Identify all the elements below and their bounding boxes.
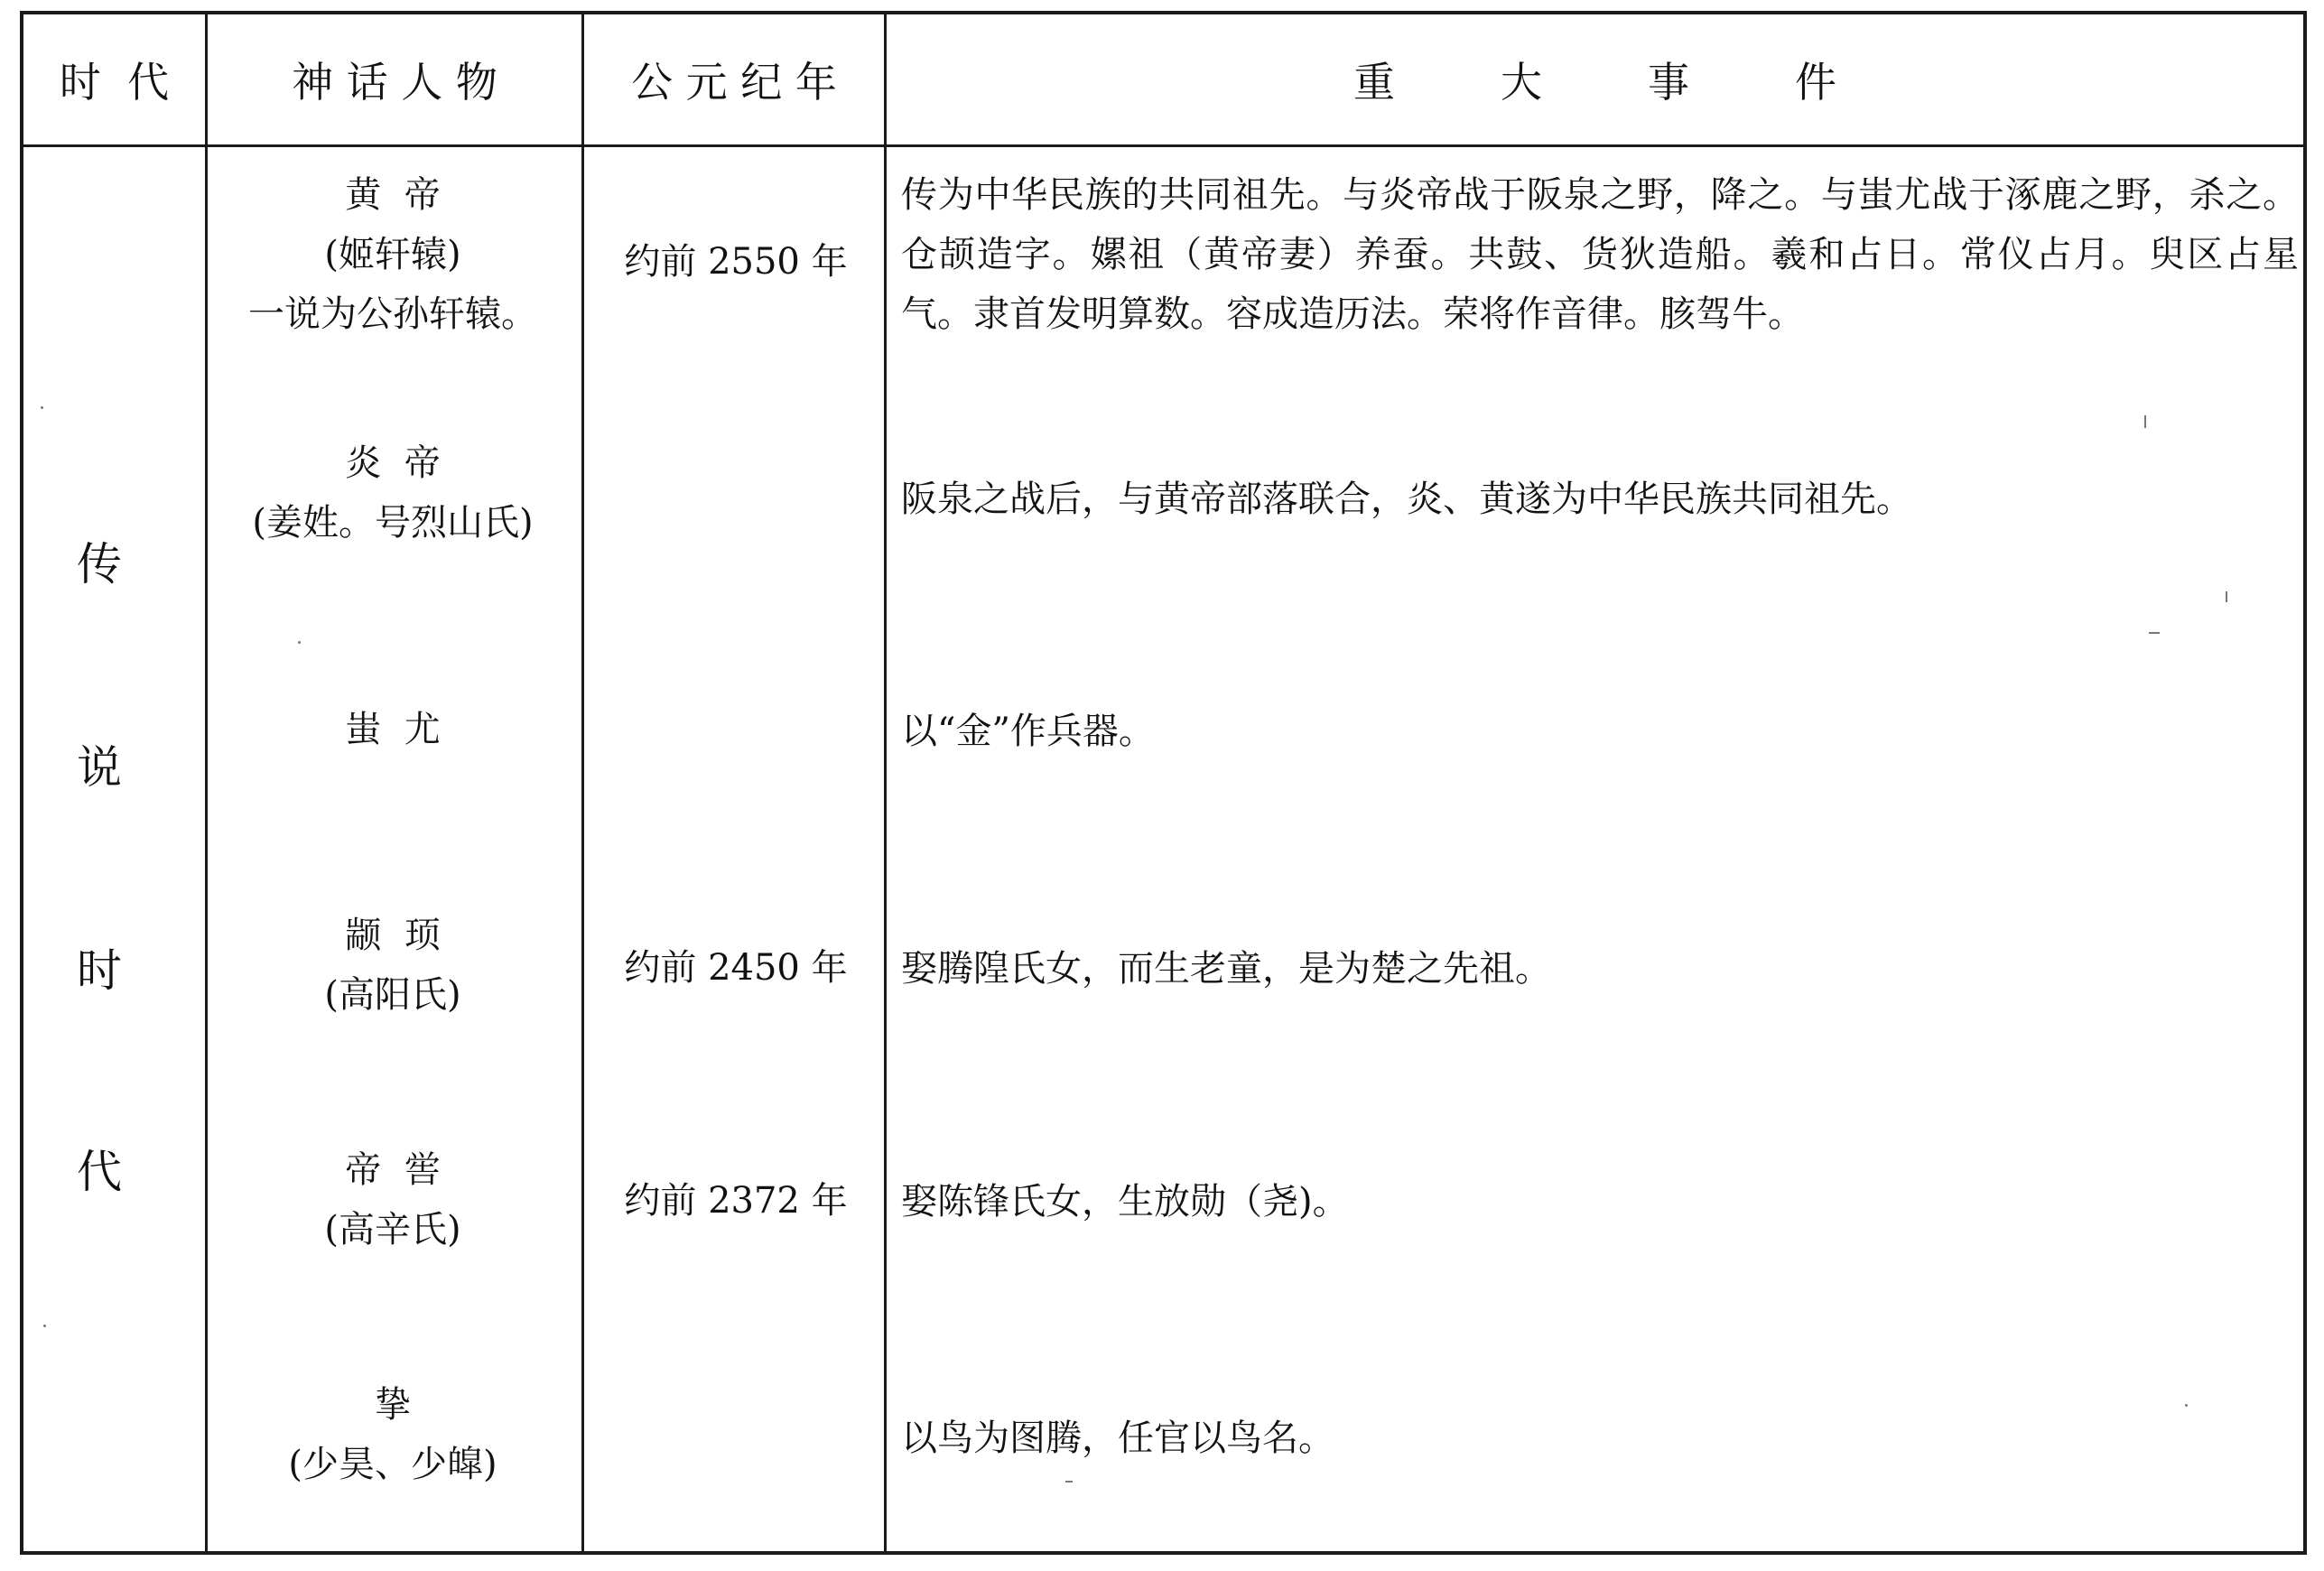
column-divider bbox=[581, 11, 584, 1555]
event-zhuanxu: 娶腾隍氏女，而生老童，是为楚之先祖。 bbox=[901, 948, 1551, 990]
scan-speck bbox=[43, 1325, 46, 1327]
figure-diku bbox=[208, 1140, 578, 1260]
era-char-3: 时 bbox=[77, 944, 122, 997]
scan-speck bbox=[2149, 632, 2160, 634]
figure-name: 黄 帝 bbox=[345, 174, 441, 216]
figure-alias: (姬轩辕) bbox=[324, 234, 461, 275]
figure-huangdi bbox=[208, 165, 578, 344]
figure-alias: (少昊、少皡) bbox=[288, 1444, 497, 1485]
year-zhuanxu: 约前 2450 年 bbox=[624, 947, 848, 989]
figure-chiyou bbox=[208, 700, 578, 759]
header-divider bbox=[20, 144, 2307, 147]
year-huangdi: 约前 2550 年 bbox=[624, 241, 848, 283]
header-events-label: 重 大 事 件 bbox=[1353, 58, 1836, 107]
figure-zhi bbox=[208, 1375, 578, 1494]
scan-speck bbox=[2144, 415, 2146, 428]
figure-alias: (高阳氏) bbox=[324, 974, 461, 1016]
figure-zhuanxu bbox=[208, 906, 578, 1025]
header-year-label: 公 元 纪 年 bbox=[631, 58, 837, 107]
header-figures-label: 神 话 人 物 bbox=[292, 58, 497, 107]
figure-name: 蚩 尤 bbox=[345, 709, 441, 750]
event-yandi: 阪泉之战后，与黄帝部落联合，炎、黄遂为中华民族共同祖先。 bbox=[901, 479, 1912, 520]
era-char-2: 说 bbox=[77, 741, 122, 794]
header-year bbox=[584, 14, 884, 144]
event-chiyou: 以“金”作兵器。 bbox=[901, 711, 1155, 752]
event-diku: 娶陈锋氏女，生放勋（尧)。 bbox=[901, 1181, 1349, 1222]
figure-note: 一说为公孙轩辕。 bbox=[248, 293, 537, 335]
scan-speck bbox=[1065, 1481, 1073, 1483]
header-figures bbox=[208, 14, 581, 144]
event-zhi: 以鸟为图腾，任官以鸟名。 bbox=[901, 1418, 1334, 1459]
figure-name: 挚 bbox=[375, 1384, 411, 1426]
figure-yandi bbox=[208, 433, 578, 553]
figure-alias: (高辛氏) bbox=[324, 1209, 461, 1250]
era-char-4: 代 bbox=[77, 1146, 122, 1198]
scan-speck bbox=[41, 406, 43, 409]
figure-alias: (姜姓。号烈山氏) bbox=[252, 502, 534, 544]
event-huangdi: 传为中华民族的共同祖先。与炎帝战于阪泉之野，降之。与蚩尤战于涿鹿之野，杀之。仓颉造字。嫘祖（黄帝妻）养蚕。共鼓、货狄造船。羲和占日。常仪占月。臾区占星气。隶首发明算数。容成造历法。荣将作音律。胲驾牛。 bbox=[901, 174, 2299, 335]
header-era bbox=[23, 14, 205, 144]
scan-speck bbox=[298, 641, 301, 644]
year-diku: 约前 2372 年 bbox=[624, 1180, 848, 1222]
era-char-1: 传 bbox=[77, 538, 122, 590]
scan-speck bbox=[2185, 1404, 2188, 1407]
figure-name: 帝 喾 bbox=[345, 1149, 441, 1191]
figure-name: 颛 顼 bbox=[345, 915, 441, 956]
header-events bbox=[887, 14, 2303, 144]
scan-speck bbox=[2226, 591, 2227, 602]
header-era-label: 时 代 bbox=[59, 58, 170, 107]
figure-name: 炎 帝 bbox=[345, 442, 441, 484]
